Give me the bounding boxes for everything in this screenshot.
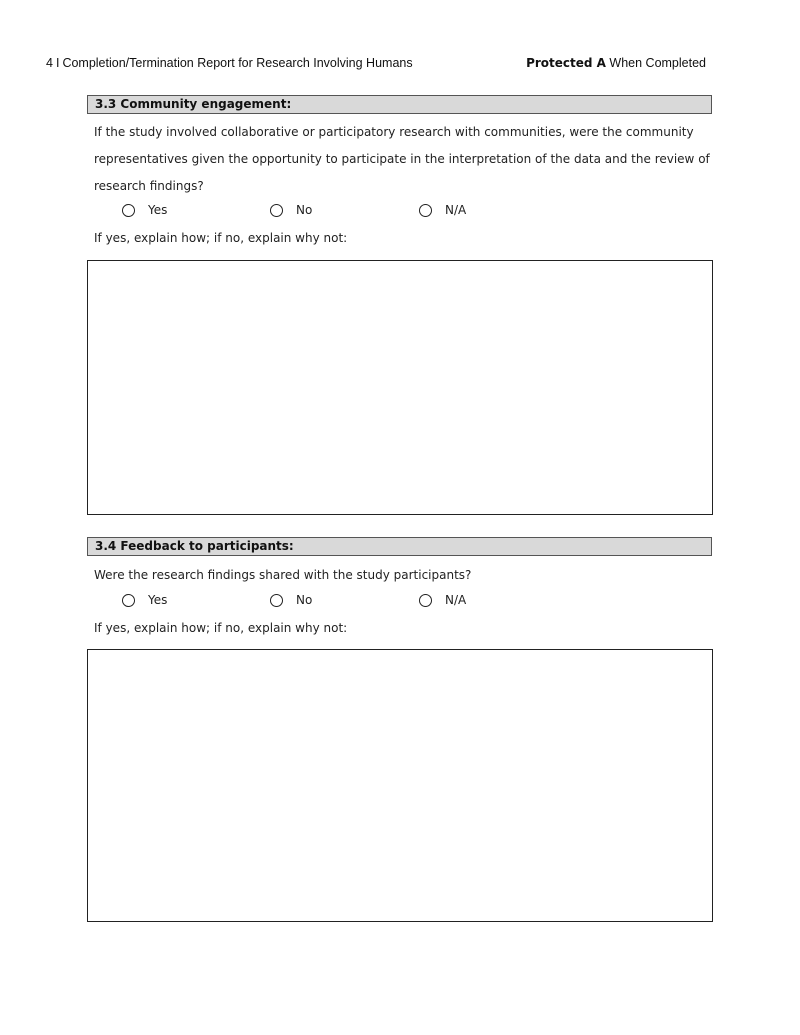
section-3-4-radio-group xyxy=(122,593,522,611)
protection-label xyxy=(526,56,706,70)
option-label: No xyxy=(296,593,313,607)
section-3-4-option-yes[interactable] xyxy=(122,593,167,607)
section-3-4-explain-prompt: If yes, explain how; if no, explain why not: xyxy=(94,621,348,635)
section-3-4-answer-box[interactable] xyxy=(87,649,713,922)
page-number: 4 xyxy=(46,56,53,70)
radio-button-icon[interactable] xyxy=(419,594,432,607)
section-3-3-explain-prompt: If yes, explain how; if no, explain why not: xyxy=(94,231,348,245)
section-3-3-option-na[interactable] xyxy=(419,203,466,217)
page-header xyxy=(46,56,706,74)
protected-a-label: Protected A xyxy=(526,56,606,70)
section-3-4-option-na[interactable] xyxy=(419,593,466,607)
document-title: Completion/Termination Report for Research Involving Humans xyxy=(62,56,413,70)
option-label: No xyxy=(296,203,313,217)
section-3-3-radio-group xyxy=(122,203,522,221)
option-label: N/A xyxy=(445,593,467,607)
section-3-3-option-yes[interactable] xyxy=(122,203,167,217)
option-label: N/A xyxy=(445,203,467,217)
section-3-3-question-line-1: If the study involved collaborative or participatory research with communities, were the community xyxy=(94,125,694,139)
section-3-3-option-no[interactable] xyxy=(270,203,312,217)
section-3-3-question-line-3: research findings? xyxy=(94,179,204,193)
section-3-3-question-line-2: representatives given the opportunity to participate in the interpretation of the data and the review of xyxy=(94,152,710,166)
section-3-4-answer-input[interactable] xyxy=(88,650,712,921)
header-left xyxy=(46,56,413,70)
radio-button-icon[interactable] xyxy=(270,204,283,217)
section-3-4-heading: 3.4 Feedback to participants: xyxy=(87,537,712,556)
section-3-3-heading: 3.3 Community engagement: xyxy=(87,95,712,114)
radio-button-icon[interactable] xyxy=(122,204,135,217)
radio-button-icon[interactable] xyxy=(270,594,283,607)
radio-button-icon[interactable] xyxy=(122,594,135,607)
radio-button-icon[interactable] xyxy=(419,204,432,217)
section-3-4-option-no[interactable] xyxy=(270,593,312,607)
option-label: Yes xyxy=(148,203,168,217)
header-separator: I xyxy=(55,56,60,70)
when-completed-label: When Completed xyxy=(605,56,706,70)
option-label: Yes xyxy=(148,593,168,607)
section-3-3-answer-input[interactable] xyxy=(88,261,712,514)
section-3-4-question-line-1: Were the research findings shared with the study participants? xyxy=(94,568,472,582)
section-3-3-answer-box[interactable] xyxy=(87,260,713,515)
